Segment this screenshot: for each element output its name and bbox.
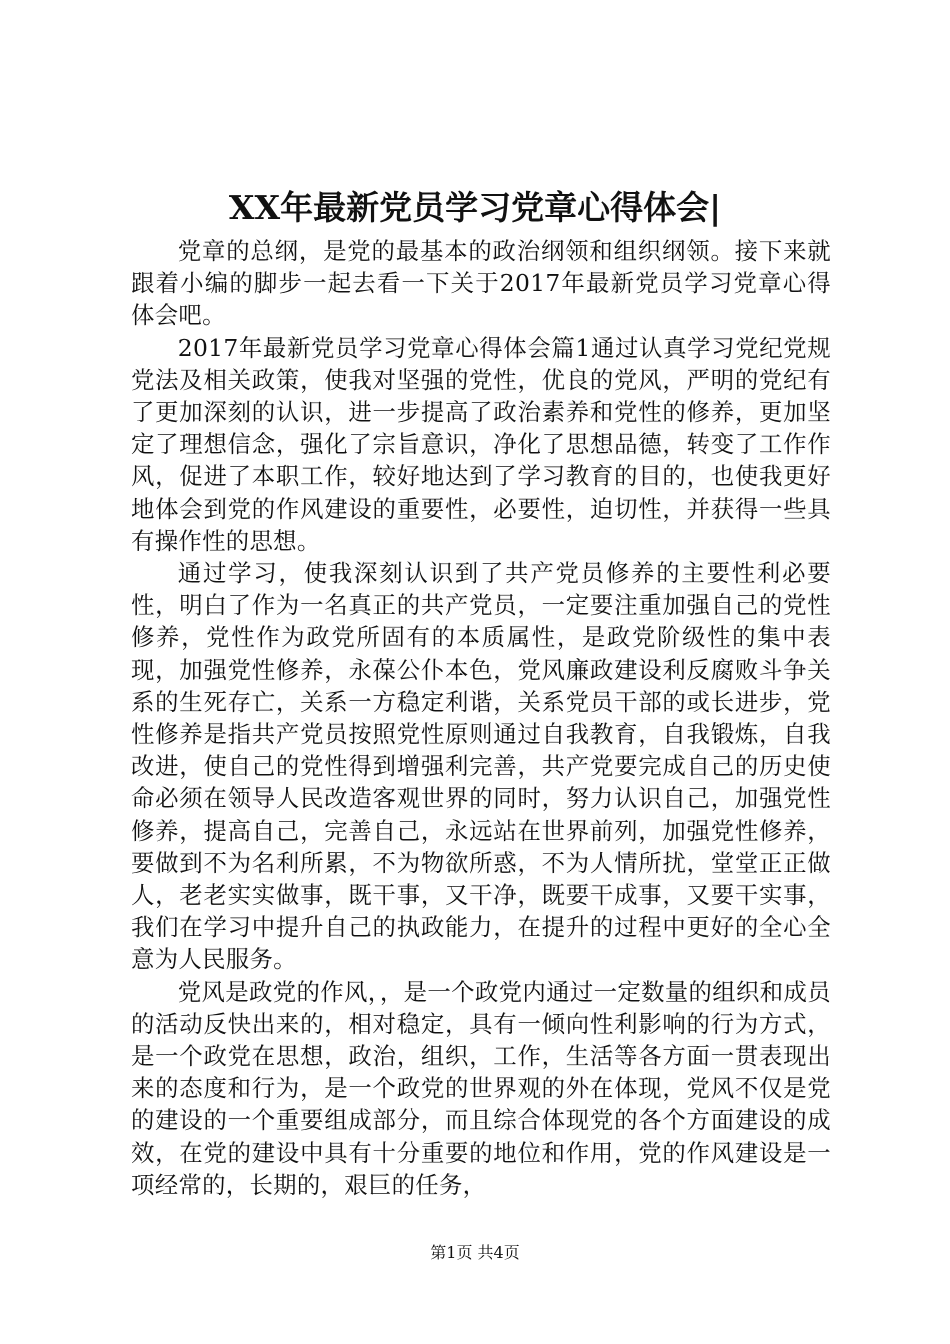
paragraph-part-1: 2017年最新党员学习党章心得体会篇1通过认真学习党纪党规党法及相关政策，使我对坚强的党性，优良的党风，严明的党纪有了更加深刻的认识，进一步提高了政治素养和党性的修养，更加坚定了理想信念，强化了宗旨意识，净化了思想品德，转变了工作作风，促进了本职工作，较好地达到了学习教育的目的，也使我更好地体会到党的作风建设的重要性，必要性，迫切性，并获得一些具有操作性的思想。 <box>131 333 831 555</box>
page-number-footer: 第1页 共4页 <box>430 1243 520 1262</box>
paragraph-party-style: 党风是政党的作风，，是一个政党内通过一定数量的组织和成员的活动反快出来的，相对稳定，具有一倾向性利影响的行为方式，是一个政党在思想，政治，组织，工作，生活等各方面一贯表现出来的态度和行为，是一个政党的世界观的外在体现，党风不仅是党的建设的一个重要组成部分，而且综合体现党的各个方面建设的成效，在党的建设中具有十分重要的地位和作用，党的作风建设是一项经常的，长期的，艰巨的任务， <box>131 977 831 1199</box>
document-body <box>131 235 831 1201</box>
paragraph-intro: 党章的总纲，是党的最基本的政治纲领和组织纲领。接下来就跟着小编的脚步一起去看一下关于2017年最新党员学习党章心得体会吧。 <box>131 237 831 330</box>
paragraph-study: 通过学习，使我深刻认识到了共产党员修养的主要性利必要性，明白了作为一名真正的共产党员，一定要注重加强自己的党性修养，党性作为政党所固有的本质属性，是政党阶级性的集中表现，加强党性修养，永葆公仆本色，党风廉政建设利反腐败斗争关系的生死存亡，关系一方稳定利谐，关系党员干部的或长进步，党性修养是指共产党员按照党性原则通过自我教育，自我锻炼，自我改进，使自己的党性得到增强利完善，共产党要完成自己的历史使命必须在领导人民改造客观世界的同时，努力认识自己，加强党性修养，提高自己，完善自己，永远站在世界前列，加强党性修养，要做到不为名利所累，不为物欲所惑，不为人情所扰，堂堂正正做人，老老实实做事，既干事，又干净，既要干成事，又要干实事，我们在学习中提升自己的执政能力，在提升的过程中更好的全心全意为人民服务。 <box>131 559 831 974</box>
document-title: XX年最新党员学习党章心得体会| <box>228 188 722 227</box>
